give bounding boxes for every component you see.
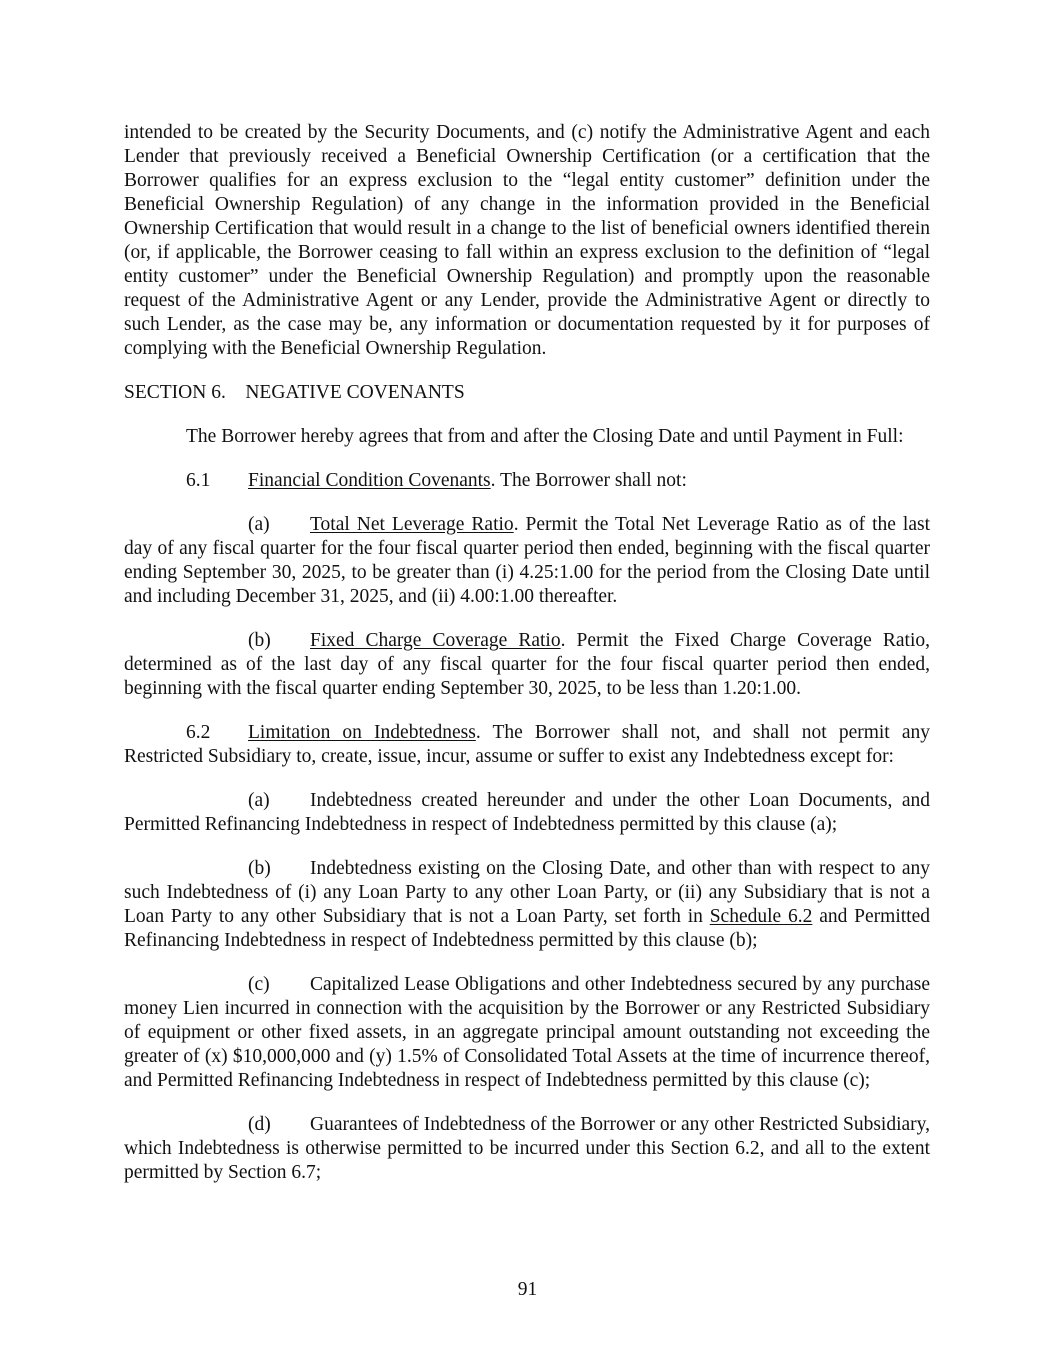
clause-text: Capitalized Lease Obligations and other Indebtedness secured by any purchase money Lien incurred in connection with the acquisition by the Borrower or any Restricted Subsidiary of equipment or other fixed assets, in an aggregate principal amount outstanding not exceeding the greater of (x) $10,000,000 and (y) 1.5% of Consolidated Total Assets at the time of incurrence thereof, and Permitted Refinancing Indebtedness in respect of Indebtedness permitted by this clause (c); bbox=[124, 974, 930, 1091]
schedule-reference: Schedule 6.2 bbox=[709, 906, 813, 927]
document-page bbox=[124, 121, 930, 1185]
subsection-title: Limitation on Indebtedness bbox=[248, 722, 476, 743]
clause-6-2-c bbox=[124, 973, 930, 1093]
section-intro: The Borrower hereby agrees that from and after the Closing Date and until Payment in Full: bbox=[186, 426, 904, 447]
clause-6-2-b bbox=[124, 857, 930, 953]
clause-6-2-d bbox=[124, 1113, 930, 1185]
clause-title: Fixed Charge Coverage Ratio bbox=[310, 630, 561, 651]
clause-text: Guarantees of Indebtedness of the Borrower or any other Restricted Subsidiary, which Indebtedness is otherwise permitted to be incurred under this Section 6.2, and all to the extent permitted by Section 6.7; bbox=[124, 1114, 930, 1183]
subsection-text: . The Borrower shall not, and shall not permit any Restricted Subsidiary to, create, issue, incur, assume or suffer to exist any Indebtedness except for: bbox=[124, 722, 930, 767]
subsection-title: Financial Condition Covenants bbox=[248, 470, 491, 491]
subsection-6-1 bbox=[124, 469, 930, 493]
clause-6-2-a bbox=[124, 789, 930, 837]
page-number: 91 bbox=[517, 1279, 538, 1300]
clause-label: (b) bbox=[248, 630, 271, 651]
section-heading: SECTION 6. NEGATIVE COVENANTS bbox=[124, 382, 465, 403]
clause-title: Total Net Leverage Ratio bbox=[310, 514, 514, 535]
clause-label: (a) bbox=[248, 790, 270, 811]
clause-6-1-a bbox=[124, 513, 930, 609]
clause-label: (d) bbox=[248, 1114, 271, 1135]
subsection-number: 6.1 bbox=[186, 470, 211, 491]
subsection-number: 6.2 bbox=[186, 722, 211, 743]
clause-text: Indebtedness existing on the Closing Date, and other than with respect to any such Indebtedness of (i) any Loan Party to any other Loan Party, or (ii) any Subsidiary that is not a Loan Party to any other Subsidiary that is not a Loan Party, set forth in bbox=[124, 858, 930, 927]
continuation-paragraph: intended to be created by the Security Documents, and (c) notify the Administrative Agent and each Lender that previously received a Beneficial Ownership Certification (or a certification that the Borrower qualifies for an express exclusion to the “legal entity customer” definition under the Beneficial Ownership Regulation) of any change in the information provided in the Beneficial Ownership Certification that would result in a change to the list of beneficial owners identified therein (or, if applicable, the Borrower ceasing to fall within an express exclusion to the definition of “legal entity customer” under the Beneficial Ownership Regulation) and promptly upon the reasonable request of the Administrative Agent or any Lender, provide the Administrative Agent or directly to such Lender, as the case may be, any information or documentation requested by it for purposes of complying with the Beneficial Ownership Regulation. bbox=[124, 122, 930, 359]
subsection-text: . The Borrower shall not: bbox=[490, 470, 687, 491]
clause-6-1-b bbox=[124, 629, 930, 701]
subsection-6-2 bbox=[124, 721, 930, 769]
clause-text-continued: and Permitted Refinancing Indebtedness in respect of Indebtedness permitted by this clause (b); bbox=[124, 906, 930, 951]
clause-text: . Permit the Fixed Charge Coverage Ratio, determined as of the last day of any fiscal quarter for the four fiscal quarter period then ended, beginning with the fiscal quarter ending September 30, 2025, to be less than 1.20:1.00. bbox=[124, 630, 930, 699]
clause-label: (b) bbox=[248, 858, 271, 879]
clause-text: . Permit the Total Net Leverage Ratio as of the last day of any fiscal quarter for the four fiscal quarter period then ended, beginning with the fiscal quarter ending September 30, 2025, to be greater than (i) 4.25:1.00 for the period from the Closing Date until and including December 31, 2025, and (ii) 4.00:1.00 thereafter. bbox=[124, 514, 931, 607]
clause-text: Indebtedness created hereunder and under the other Loan Documents, and Permitted Refinancing Indebtedness in respect of Indebtedness permitted by this clause (a); bbox=[124, 790, 930, 835]
clause-label: (a) bbox=[248, 514, 270, 535]
clause-label: (c) bbox=[248, 974, 270, 995]
